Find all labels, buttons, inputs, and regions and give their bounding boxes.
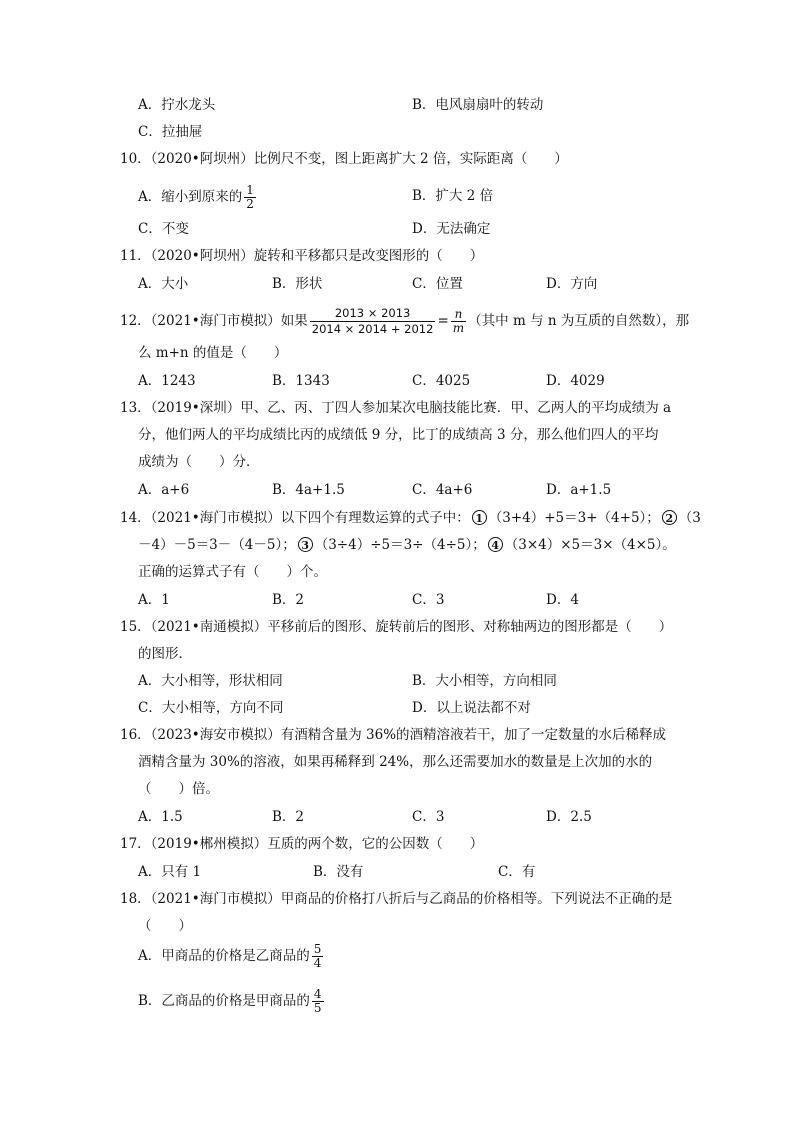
q14-stem-line1 bbox=[120, 508, 701, 528]
q14-expression-2-start: （3 bbox=[678, 510, 701, 526]
fraction-denominator: 2014 × 2014 + 2012 bbox=[311, 322, 434, 336]
q14-option-c[interactable]: C．3 bbox=[412, 592, 445, 608]
q17-option-c[interactable]: C．有 bbox=[498, 864, 536, 880]
fraction-denominator: m bbox=[452, 321, 465, 335]
equals-sign: = bbox=[437, 313, 449, 329]
fraction-numerator: 1 bbox=[246, 183, 254, 197]
circled-number-3: 3 bbox=[298, 537, 313, 552]
q13-option-d[interactable]: D．a+1.5 bbox=[546, 482, 612, 498]
q11-stem: 11．（2020•阿坝州）旋转和平移都只是改变图形的（ ） bbox=[120, 248, 484, 264]
q17-option-b[interactable]: B．没有 bbox=[313, 864, 364, 880]
q14-option-a[interactable]: A．1 bbox=[138, 592, 170, 608]
q11-option-a[interactable]: A．大小 bbox=[138, 276, 189, 292]
fraction-numerator: 4 bbox=[313, 987, 322, 1001]
fraction-denominator: 4 bbox=[313, 956, 322, 970]
q16-option-c[interactable]: C．3 bbox=[412, 809, 445, 825]
q14-option-b[interactable]: B．2 bbox=[272, 592, 305, 608]
q18-option-a-text: A．甲商品的价格是乙商品的 bbox=[138, 948, 310, 964]
q18-stem-line2: （ ） bbox=[138, 918, 192, 934]
q12-stem bbox=[120, 304, 689, 338]
q12-option-b[interactable]: B．1343 bbox=[272, 373, 330, 389]
q12-stem-prefix: 12．（2021•海门市模拟）如果 bbox=[120, 313, 308, 329]
q12-option-c[interactable]: C．4025 bbox=[412, 373, 471, 389]
fraction-numerator: 2013 × 2013 bbox=[334, 306, 411, 320]
q15-option-b[interactable]: B．大小相等，方向相同 bbox=[412, 673, 557, 689]
fraction-denominator: 2 bbox=[246, 197, 254, 211]
q10-stem: 10．（2020•阿坝州）比例尺不变，图上距离扩大 2 倍，实际距离（ ） bbox=[120, 151, 568, 167]
q15-option-d[interactable]: D．以上说法都不对 bbox=[412, 700, 531, 716]
q10-option-a-text: A．缩小到原来的 bbox=[138, 189, 243, 205]
q14-expression-4: （3×4）×5＝3×（4×5）。 bbox=[504, 537, 676, 553]
q11-option-b[interactable]: B．形状 bbox=[272, 276, 323, 292]
q16-stem-line3: （ ）倍。 bbox=[138, 781, 219, 797]
q12-stem-line2: 么 m+n 的值是（ ） bbox=[138, 345, 288, 361]
q12-fraction bbox=[310, 306, 436, 337]
q15-option-a[interactable]: A．大小相等，形状相同 bbox=[138, 673, 283, 689]
q10-option-d[interactable]: D．无法确定 bbox=[412, 221, 491, 237]
q10-option-a[interactable] bbox=[138, 184, 258, 211]
q10-option-c[interactable]: C．不变 bbox=[138, 221, 189, 237]
circled-number-1: 1 bbox=[472, 510, 487, 525]
q13-option-b[interactable]: B．4a+1.5 bbox=[272, 482, 345, 498]
q12-stem-suffix: （其中 m 与 n 为互质的自然数），那 bbox=[468, 313, 690, 329]
q12-option-d[interactable]: D．4029 bbox=[546, 373, 605, 389]
circled-number-4: 4 bbox=[488, 537, 503, 552]
q10-option-b[interactable]: B．扩大 2 倍 bbox=[412, 188, 494, 204]
q9-option-b[interactable]: B．电风扇扇叶的转动 bbox=[412, 97, 544, 113]
fraction bbox=[312, 943, 324, 970]
fraction bbox=[312, 988, 324, 1015]
q14-expression-3: （3÷4）÷5＝3÷（4÷5）； bbox=[314, 537, 486, 553]
q14-stem-prefix: 14．（2021•海门市模拟）以下四个有理数运算的式子中： bbox=[120, 510, 470, 526]
fraction-numerator: 5 bbox=[313, 942, 322, 956]
circled-number-2: 2 bbox=[662, 510, 677, 525]
q13-stem-line2: 分，他们两人的平均成绩比丙的成绩低 9 分，比丁的成绩高 3 分，那么他们四人的平均 bbox=[138, 427, 659, 443]
q11-option-d[interactable]: D．方向 bbox=[546, 276, 598, 292]
q18-option-b[interactable] bbox=[138, 988, 326, 1015]
q9-option-c[interactable]: C．拉抽屉 bbox=[138, 124, 203, 140]
q16-stem-line2: 酒精含量为 30%的溶液，如果再稀释到 24%，那么还需要加水的数量是上次加的水的 bbox=[138, 754, 653, 770]
q13-option-c[interactable]: C．4a+6 bbox=[412, 482, 473, 498]
q17-stem: 17．（2019•郴州模拟）互质的两个数，它的公因数（ ） bbox=[120, 836, 484, 852]
q15-option-c[interactable]: C．大小相等，方向不同 bbox=[138, 700, 284, 716]
q18-option-a[interactable] bbox=[138, 943, 325, 970]
q17-option-a[interactable]: A．只有 1 bbox=[138, 864, 202, 880]
q13-stem-line3: 成绩为（ ）分． bbox=[138, 454, 260, 470]
q14-expression-2-end: －4）－5＝3－（4－5）； bbox=[138, 537, 296, 553]
fraction-numerator: n bbox=[454, 307, 463, 321]
fraction-denominator: 5 bbox=[313, 1001, 322, 1015]
q11-option-c[interactable]: C．位置 bbox=[412, 276, 463, 292]
q16-option-a[interactable]: A．1.5 bbox=[138, 809, 183, 825]
q16-option-d[interactable]: D．2.5 bbox=[546, 809, 592, 825]
fraction bbox=[244, 184, 256, 211]
q16-option-b[interactable]: B．2 bbox=[272, 809, 305, 825]
q14-expression-1: （3+4）+5＝3+（4+5）； bbox=[488, 510, 660, 526]
q14-stem-line2 bbox=[138, 535, 676, 555]
q12-n-over-m bbox=[451, 308, 466, 335]
q15-stem-line1: 15．（2021•南通模拟）平移前后的图形、旋转前后的图形、对称轴两边的图形都是（ ） bbox=[120, 619, 673, 635]
q12-option-a[interactable]: A．1243 bbox=[138, 373, 196, 389]
q9-option-a[interactable]: A．拧水龙头 bbox=[138, 97, 216, 113]
q18-option-b-text: B．乙商品的价格是甲商品的 bbox=[138, 993, 310, 1009]
q14-option-d[interactable]: D．4 bbox=[546, 592, 579, 608]
q16-stem-line1: 16．（2023•海安市模拟）有酒精含量为 36%的酒精溶液若干，加了一定数量的水后稀释成 bbox=[120, 727, 667, 743]
q18-stem-line1: 18．（2021•海门市模拟）甲商品的价格打八折后与乙商品的价格相等。下列说法不正确的是 bbox=[120, 891, 673, 907]
q13-option-a[interactable]: A．a+6 bbox=[138, 482, 190, 498]
q15-stem-line2: 的图形． bbox=[138, 646, 192, 662]
q14-stem-line3: 正确的运算式子有（ ）个。 bbox=[138, 564, 327, 580]
q13-stem-line1: 13．（2019•深圳）甲、乙、丙、丁四人参加某次电脑技能比赛．甲、乙两人的平均成绩为 a bbox=[120, 400, 672, 416]
